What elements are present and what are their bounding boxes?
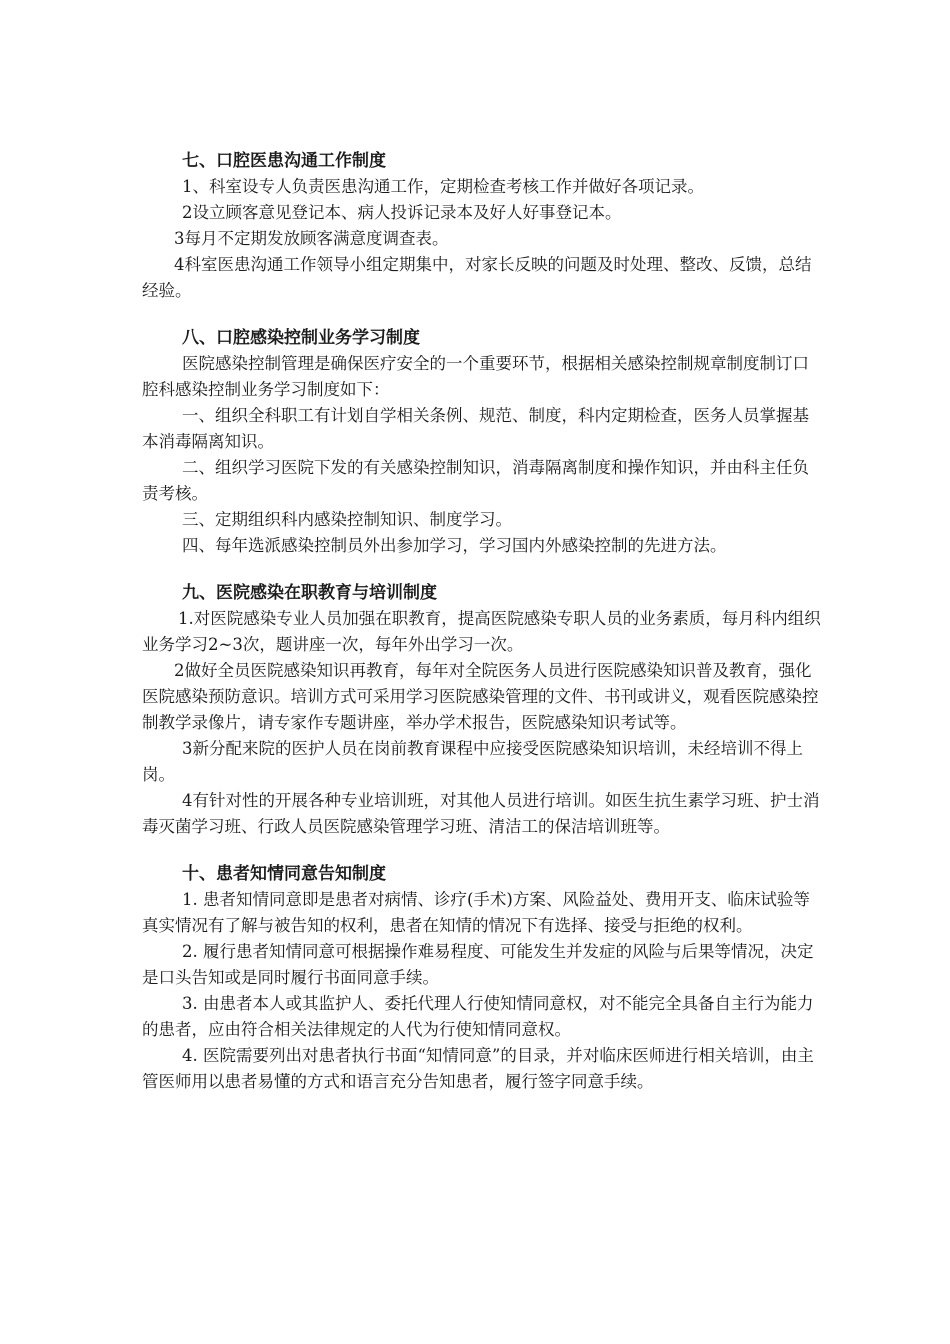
section-heading: 八、口腔感染控制业务学习制度: [182, 328, 420, 348]
section-infection-training: [142, 580, 822, 840]
paragraph: 4有针对性的开展各种专业培训班，对其他人员进行培训。如医生抗生素学习班、护士消毒灭菌学习班、行政人员医院感染管理学习班、清洁工的保洁培训班等。: [142, 791, 820, 836]
section-infection-study: [142, 325, 822, 559]
document-page: [142, 148, 822, 1116]
paragraph: 3新分配来院的医护人员在岗前教育课程中应接受医院感染知识培训，未经培训不得上岗。: [142, 739, 803, 784]
paragraph: 三、定期组织科内感染控制知识、制度学习。: [182, 510, 512, 529]
paragraph: 2设立顾客意见登记本、病人投诉记录本及好人好事登记本。: [182, 203, 622, 222]
section-heading: 七、口腔医患沟通工作制度: [182, 151, 386, 171]
section-heading: 十、患者知情同意告知制度: [182, 864, 386, 884]
paragraph: 四、每年选派感染控制员外出参加学习，学习国内外感染控制的先进方法。: [182, 536, 727, 555]
paragraph: 4. 医院需要列出对患者执行书面“知情同意”的目录，并对临床医师进行相关培训，由主管医师用以患者易懂的方式和语言充分告知患者，履行签字同意手续。: [142, 1046, 814, 1091]
paragraph: 医院感染控制管理是确保医疗安全的一个重要环节，根据相关感染控制规章制度制订口腔科感染控制业务学习制度如下：: [142, 354, 809, 399]
paragraph: 1.对医院感染专业人员加强在职教育，提高医院感染专职人员的业务素质，每月科内组织业务学习2~3次，题讲座一次，每年外出学习一次。: [142, 609, 821, 654]
paragraph: 1. 患者知情同意即是患者对病情、诊疗(手术)方案、风险益处、费用开支、临床试验等真实情况有了解与被告知的权利，患者在知情的情况下有选择、接受与拒绝的权利。: [142, 890, 810, 935]
paragraph: 一、组织全科职工有计划自学相关条例、规范、制度，科内定期检查，医务人员掌握基本消毒隔离知识。: [142, 406, 809, 451]
paragraph: 3每月不定期发放顾客满意度调查表。: [174, 229, 449, 248]
paragraph: 4科室医患沟通工作领导小组定期集中，对家长反映的问题及时处理、整改、反馈，总结经验。: [142, 255, 812, 300]
section-informed-consent: [142, 861, 822, 1095]
section-communication: [142, 148, 822, 304]
paragraph: 二、组织学习医院下发的有关感染控制知识，消毒隔离制度和操作知识，并由科主任负责考核。: [142, 458, 809, 503]
paragraph: 3. 由患者本人或其监护人、委托代理人行使知情同意权，对不能完全具备自主行为能力的患者，应由符合相关法律规定的人代为行使知情同意权。: [142, 994, 814, 1039]
paragraph: 2做好全员医院感染知识再教育，每年对全院医务人员进行医院感染知识普及教育，强化医院感染预防意识。培训方式可采用学习医院感染管理的文件、书刊或讲义，观看医院感染控制教学录像片，请专家作专题讲座，举办学术报告，医院感染知识考试等。: [142, 661, 819, 732]
paragraph: 1、科室设专人负责医患沟通工作，定期检查考核工作并做好各项记录。: [182, 177, 704, 196]
paragraph: 2. 履行患者知情同意可根据操作难易程度、可能发生并发症的风险与后果等情况，决定是口头告知或是同时履行书面同意手续。: [142, 942, 814, 987]
section-heading: 九、医院感染在职教育与培训制度: [182, 583, 437, 603]
